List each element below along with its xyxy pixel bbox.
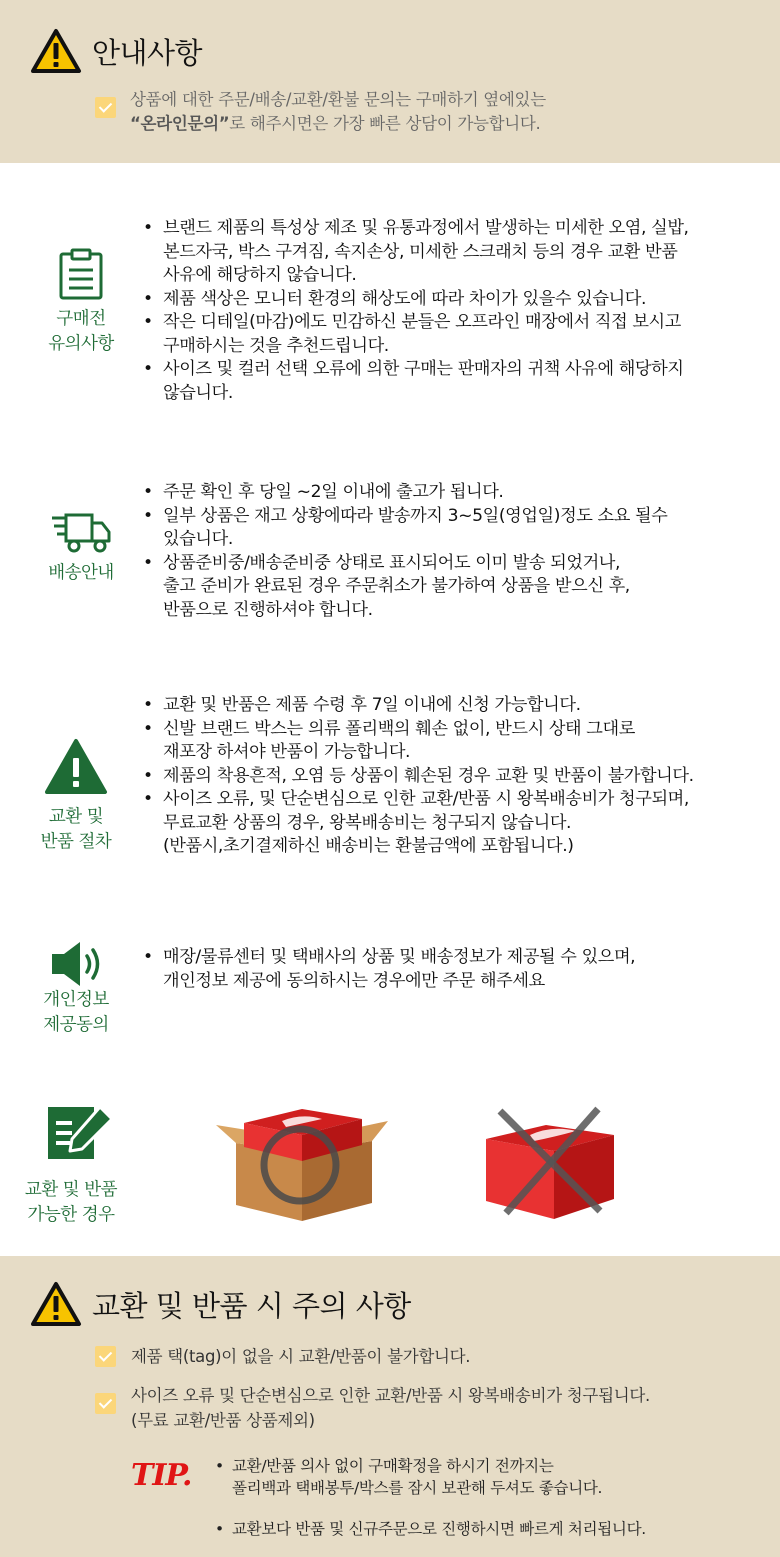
check-icon <box>95 1393 116 1414</box>
notice-panel <box>0 0 780 163</box>
precautions-list <box>143 217 743 405</box>
tip-label: TIP. <box>131 1458 192 1493</box>
list-item: • 신발 브랜드 박스는 의류 폴리백의 훼손 없이, 반드시 상태 그대로 재포장 하셔야 반품이 가능합니다. <box>143 718 743 765</box>
label-line-1: 개인정보 <box>43 990 109 1010</box>
section-label-exchange-procedure <box>21 805 131 855</box>
exchange-procedure-list <box>143 694 743 859</box>
list-item: • 상품준비중/배송준비중 상태로 표시되어도 이미 발송 되었거나, 출고 준비가 완료된 경우 주문취소가 불가하여 상품을 받으신 후, 반품으로 진행하셔야 합니다. <box>143 552 743 623</box>
list-item: • 사이즈 및 컬러 선택 오류에 의한 구매는 판매자의 귀책 사유에 해당하지 않습니다. <box>143 358 743 405</box>
non-returnable-box-image <box>482 1103 618 1225</box>
caution-title: 교환 및 반품 시 주의 사항 <box>92 1289 411 1323</box>
label-line-2: 제공동의 <box>43 1015 109 1035</box>
section-label-returnable-cases <box>15 1178 127 1228</box>
list-item: • 교환 및 반품은 제품 수령 후 7일 이내에 신청 가능합니다. <box>143 694 743 718</box>
label-line-2: 반품 절차 <box>40 832 112 852</box>
list-item: • 주문 확인 후 당일 ~2일 이내에 출고가 됩니다. <box>143 481 743 505</box>
speaker-icon <box>50 940 106 988</box>
label-line-2: 가능한 경우 <box>27 1205 115 1225</box>
label-line-1: 교환 및 반품 <box>24 1180 118 1200</box>
edit-document-icon <box>46 1103 116 1161</box>
label-line-1: 구매전 <box>56 309 106 329</box>
privacy-list <box>143 946 743 993</box>
list-item: • 브랜드 제품의 특성상 제조 및 유통과정에서 발생하는 미세한 오염, 실밥, 본드자국, 박스 구겨짐, 속지손상, 미세한 스크래치 등의 경우 교환 반품 사유에 해당하지 않습니다. <box>143 217 743 288</box>
delivery-list <box>143 481 743 622</box>
section-label-delivery <box>26 561 136 586</box>
notice-text <box>130 88 546 136</box>
label-line-2: 유의사항 <box>48 334 114 354</box>
returnable-box-image <box>212 1083 390 1225</box>
caution-item-2 <box>131 1383 650 1433</box>
list-item: • 작은 디테일(마감)에도 민감하신 분들은 오프라인 매장에서 직접 보시고 구매하시는 것을 추천드립니다. <box>143 311 743 358</box>
tip-list-1 <box>215 1455 735 1499</box>
online-inquiry-link-text: “온라인문의” <box>130 114 230 133</box>
clipboard-icon <box>58 248 104 300</box>
delivery-truck-icon <box>52 512 112 554</box>
list-item: • 제품 색상은 모니터 환경의 해상도에 따라 차이가 있을수 있습니다. <box>143 288 743 312</box>
notice-title: 안내사항 <box>92 36 203 70</box>
caution-item-2-line-2: (무료 교환/반품 상품제외) <box>131 1411 315 1430</box>
notice-line-1: 상품에 대한 주문/배송/교환/환불 문의는 구매하기 옆에있는 <box>130 90 546 109</box>
section-label-precautions <box>26 307 136 357</box>
list-item: • 사이즈 오류, 및 단순변심으로 인한 교환/반품 시 왕복배송비가 청구되며, 무료교환 상품의 경우, 왕복배송비는 청구되지 않습니다. (반품시,초기결제하신 배송비는 환불금액에 포함됩니다.) <box>143 788 743 859</box>
warning-triangle-icon <box>44 738 108 796</box>
label-line-1: 교환 및 <box>48 807 104 827</box>
warning-icon <box>30 1281 82 1327</box>
notice-line-2 <box>130 112 546 136</box>
notice-line-2-rest: 로 해주시면은 가장 빠른 상담이 가능합니다. <box>229 114 541 133</box>
label-line-1: 배송안내 <box>48 563 114 583</box>
tip-list-2 <box>215 1518 735 1540</box>
list-item: • 교환보다 반품 및 신규주문으로 진행하시면 빠르게 처리됩니다. <box>215 1518 735 1540</box>
caution-item-1: 제품 택(tag)이 없을 시 교환/반품이 불가합니다. <box>131 1347 471 1366</box>
section-label-privacy <box>21 988 131 1038</box>
caution-item-2-line-1: 사이즈 오류 및 단순변심으로 인한 교환/반품 시 왕복배송비가 청구됩니다. <box>131 1386 650 1405</box>
list-item: • 교환/반품 의사 없이 구매확정을 하시기 전까지는 폴리백과 택배봉투/박스를 잠시 보관해 두셔도 좋습니다. <box>215 1455 735 1499</box>
list-item: • 제품의 착용흔적, 오염 등 상품이 훼손된 경우 교환 및 반품이 불가합니다. <box>143 765 743 789</box>
list-item: • 일부 상품은 재고 상황에따라 발송까지 3~5일(영업일)정도 소요 될수 있습니다. <box>143 505 743 552</box>
warning-icon <box>30 28 82 74</box>
check-icon <box>95 1346 116 1367</box>
list-item: • 매장/물류센터 및 택배사의 상품 및 배송정보가 제공될 수 있으며, 개인정보 제공에 동의하시는 경우에만 주문 해주세요 <box>143 946 743 993</box>
check-icon <box>95 97 116 118</box>
